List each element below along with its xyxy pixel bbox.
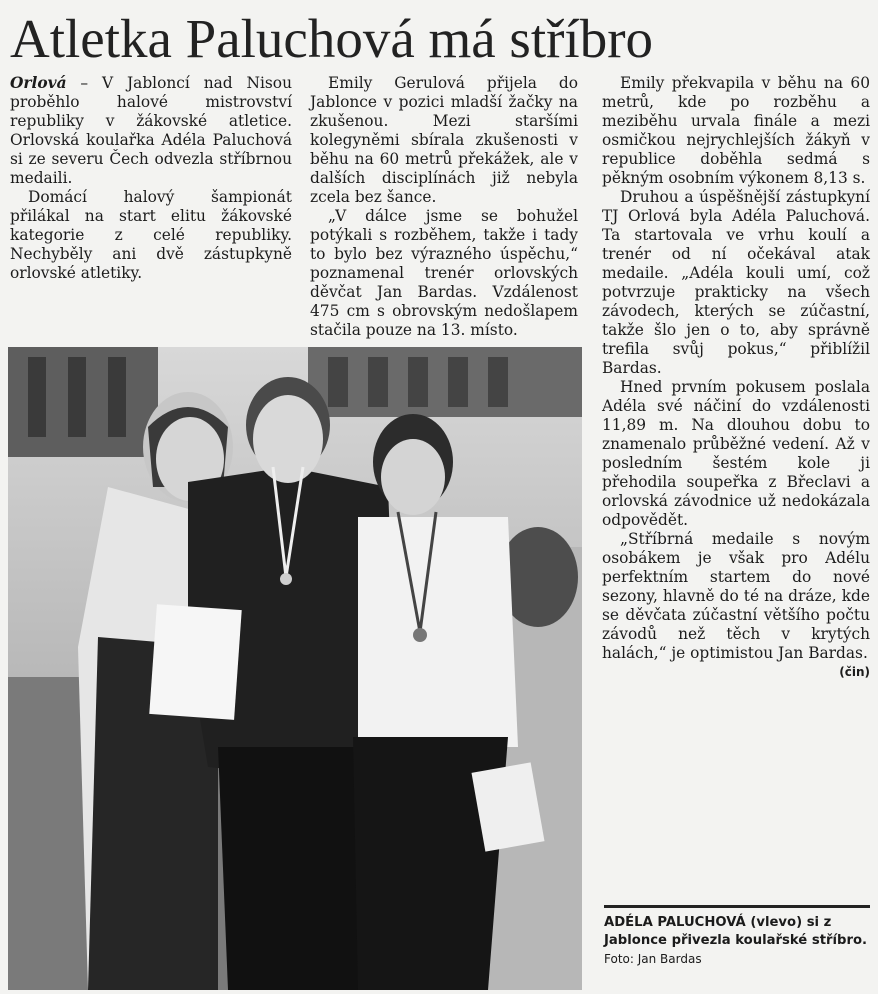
paragraph-8: „Stříbrná medaile s novým osobákem je však pro Adélu perfektním startem do nové sezony, hlavně do té na dráze, kde se děvčata zúčastní většího počtu závodů než těch v krytých halách,“ je optimistou Jan Bardas. (čin) (602, 530, 870, 663)
paragraph-4: „V dálce jsme se bohužel potýkali s rozběhem, takže i tady to bylo bez výrazného úspěchu,“ poznamenal trenér orlovských děvčat Jan Bardas. Vzdálenost 475 cm s obrovským nedošlapem stačila pouze na 13. místo. (310, 207, 578, 339)
photo-athletes (8, 347, 582, 990)
paragraph-6: Druhou a úspěšnější zástupkyní TJ Orlová byla Adéla Paluchová. Ta startovala ve vrhu koulí a trenér od ní očekával atak medaile. „Adéla kouli umí, což potvrzuje prakticky na všech závodech, kterých se zúčastní, takže šlo jen o to, aby správně trefila svůj pokus,“ přiblížil Bardas. (602, 188, 870, 377)
column-1 (10, 74, 292, 283)
caption-rule (604, 905, 870, 908)
paragraph-3: Emily Gerulová přijela do Jablonce v pozici mladší žačky na zkušenou. Mezi staršími kolegyněmi sbírala zkušenosti v běhu na 60 metrů překážek, ale v dalších disciplínách již nebyla zcela bez šance. (310, 74, 578, 206)
intro-paragraph (10, 74, 292, 188)
paragraph-2: Domácí halový šampionát přilákal na start elitu žákovské kategorie z celé republiky. Nechyběly ani dvě zástupkyně orlovské atletiky. (10, 188, 292, 282)
column-3 (602, 74, 870, 682)
intro-text: – V Jabloncí nad Nisou proběhlo halové mistrovství republiky v žákovské atletice. Orlovská koulařka Adéla Paluchová si ze severu Čech odvezla stříbrnou medaili. (10, 74, 292, 187)
paragraph-7: Hned prvním pokusem poslala Adéla své náčiní do vzdálenosti 11,89 m. Na dlouhou dobu to znamenalo průběžné vedení. Až v posledním šestém kole ji přehodila soupeřka z Břeclavi a orlovská závodnice už nedokázala odpovědět. (602, 378, 870, 529)
paragraph-5: Emily překvapila v běhu na 60 metrů, kde po rozběhu a meziběhu urvala finále a mezi osmičkou nejrychlejších žákyň v republice doběhla sedmá s pěkným osobním výkonem 8,13 s. (602, 74, 870, 187)
author-initials: (čin) (839, 665, 870, 679)
photo-caption (604, 914, 870, 969)
photo-credit: Foto: Jan Bardas (604, 952, 702, 966)
headline: Atletka Paluchová má stříbro (10, 8, 654, 69)
dateline-place: Orlová (10, 74, 67, 92)
caption-text: ADÉLA PALUCHOVÁ (vlevo) si z Jablonce přivezla koulařské stříbro. (604, 915, 868, 948)
column-2 (310, 74, 578, 340)
